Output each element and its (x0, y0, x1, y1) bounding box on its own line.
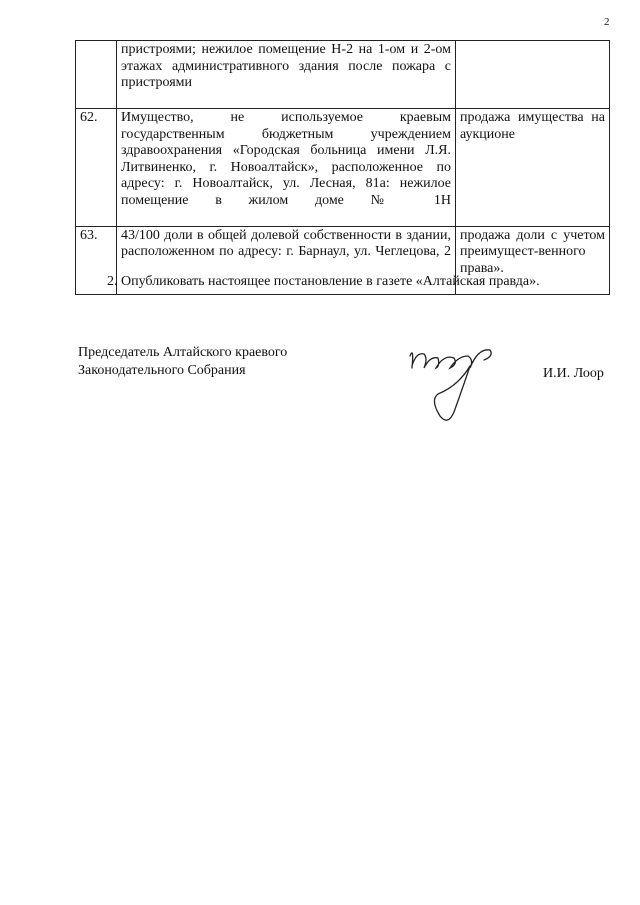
row-number: 62. (76, 109, 117, 227)
signatory-title-line-2: Законодательного Собрания (78, 363, 246, 378)
row-description: Имущество, не используемое краевым государственным бюджетным учреждением здравоохранения «Городская больница имени Л.Я. Литвиненко, г. Новоалтайск», расположенное по адресу: г. Новоалтайск, ул. Лесная, 81а: нежилое помещение в жилом доме № 1Н (117, 109, 456, 227)
row-method (456, 41, 610, 109)
page-number: 2 (604, 16, 610, 28)
signatory-name: И.И. Лоор (543, 366, 604, 381)
row-description: 43/100 доли в общей долевой собственности в здании, расположенном по адресу: г. Барнаул, ул. Чеглецова, 2 (117, 226, 456, 294)
signatory-title-line-1: Председатель Алтайского краевого (78, 345, 288, 360)
resolution-item: 2. Опубликовать настоящее постановление в газете «Алтайская правда». (107, 274, 540, 289)
handwritten-signature (400, 338, 500, 428)
row-number (76, 41, 117, 109)
row-method: продажа доли с учетом преимущест-венного права». (456, 226, 610, 294)
signatory-title (78, 344, 287, 380)
row-description: пристроями; нежилое помещение Н-2 на 1-ом и 2-ом этажах административного здания после пожара с пристроями (117, 41, 456, 109)
row-method: продажа имущества на аукционе (456, 109, 610, 227)
property-table (75, 40, 610, 295)
row-number: 63. (76, 226, 117, 294)
table-row (76, 41, 610, 109)
table-row (76, 109, 610, 227)
